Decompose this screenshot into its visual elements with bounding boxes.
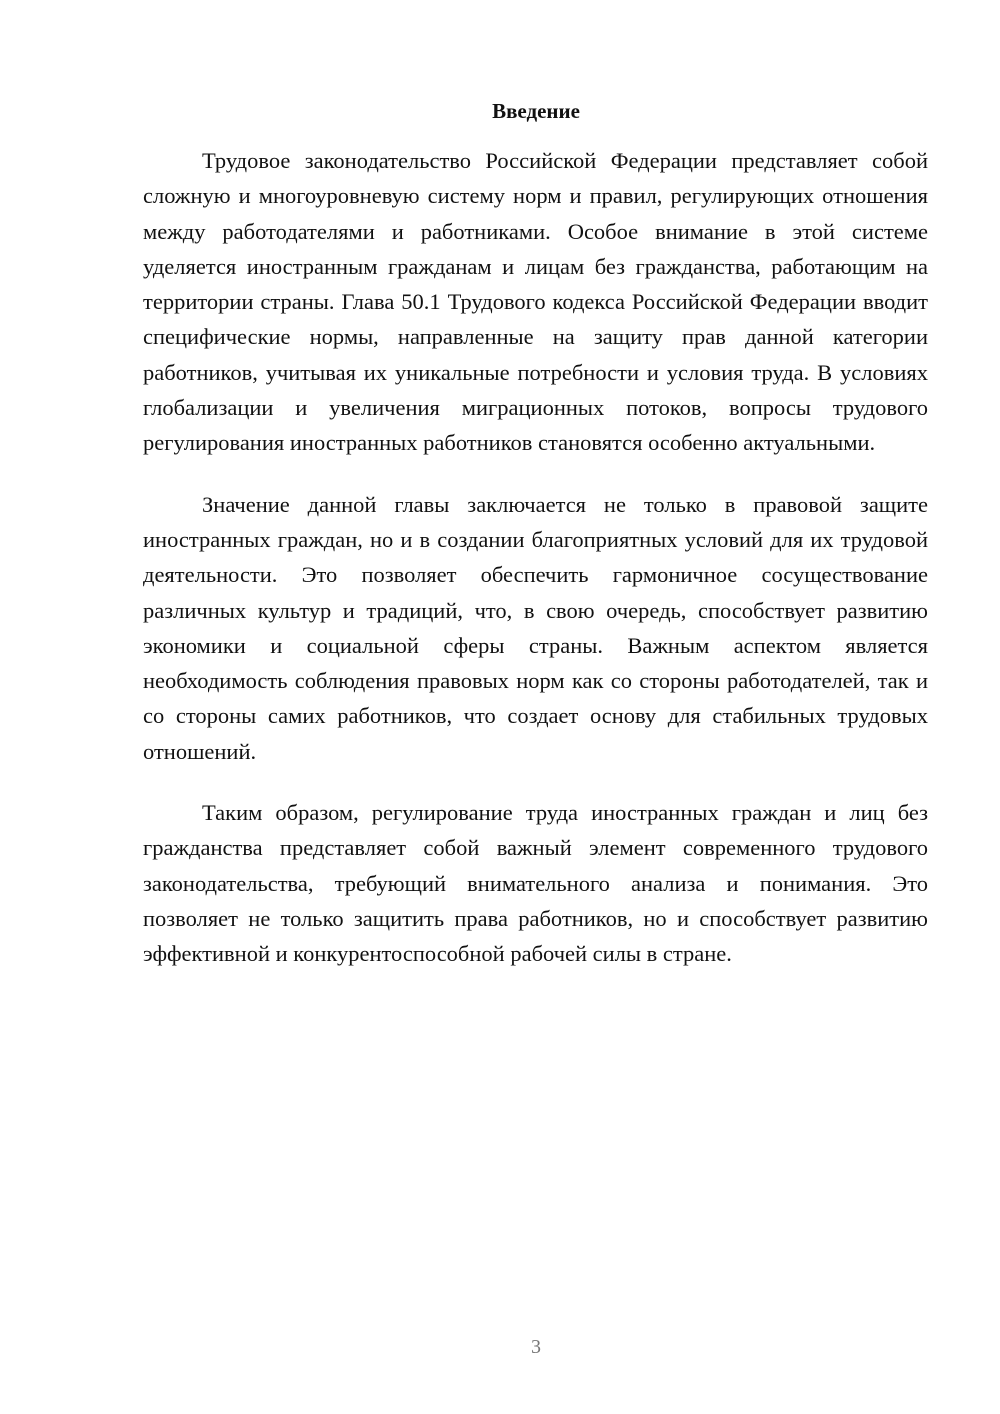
paragraph-3: Таким образом, регулирование труда иностранных граждан и лиц без гражданства представляет собой важный элемент современного трудового законодательства, требующий внимательного анализа и понимания. Это позволяет не только защитить права работников, но и способствует развитию эффективной и конкурентоспособной рабочей силы в стране. (143, 800, 928, 967)
page-number: 3 (531, 1336, 541, 1358)
body-text (143, 143, 928, 998)
paragraph-1: Трудовое законодательство Российской Федерации представляет собой сложную и многоуровневую систему норм и правил, регулирующих отношения между работодателями и работниками. Особое внимание в этой системе уделяется иностранным гражданам и лицам без гражданства, работающим на территории страны. Глава 50.1 Трудового кодекса Российской Федерации вводит специфические нормы, направленные на защиту прав данной категории работников, учитывая их уникальные потребности и условия труда. В условиях глобализации и увеличения миграционных потоков, вопросы трудового регулирования иностранных работников становятся особенно актуальными. (143, 148, 928, 456)
paragraph-2: Значение данной главы заключается не только в правовой защите иностранных граждан, но и в создании благоприятных условий для их трудовой деятельности. Это позволяет обеспечить гармоничное сосуществование различных культур и традиций, что, в свою очередь, способствует развитию экономики и социальной сферы страны. Важным аспектом является необходимость соблюдения правовых норм как со стороны работодателей, так и со стороны самих работников, что создает основу для стабильных трудовых отношений. (143, 491, 928, 764)
section-heading: Введение (492, 99, 580, 123)
